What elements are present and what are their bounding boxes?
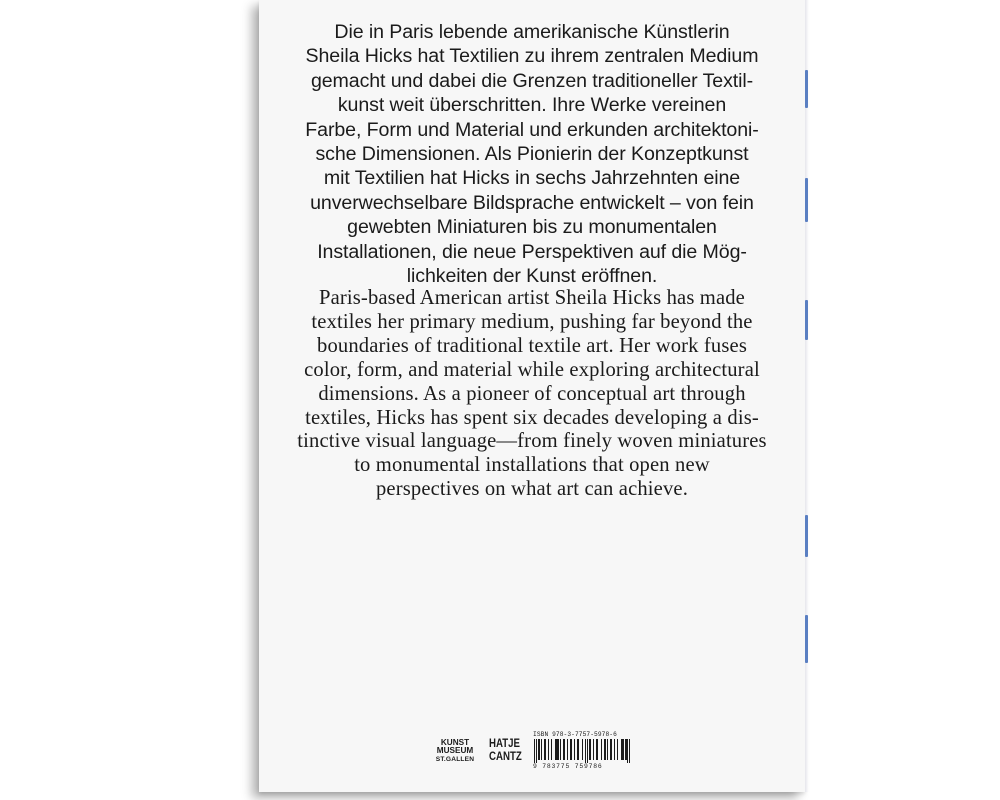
logo-text: CANTZ (489, 749, 522, 763)
blurb-line: mit Textilien hat Hicks in sechs Jahrzehnten eine (323, 167, 741, 190)
barcode-bar (574, 739, 575, 760)
barcode-bar (555, 739, 557, 760)
edge-color-mark (805, 300, 808, 340)
logo-text: KUNST (440, 738, 470, 747)
barcode-bar (617, 739, 618, 760)
blurb-line: dimensions. As a pioneer of conceptual art through (318, 382, 746, 405)
barcode-bar (623, 739, 624, 760)
barcode-bar (593, 739, 594, 760)
blurb-line: color, form, and material while exploring architectural (304, 358, 760, 381)
logo-text: MUSEUM (436, 746, 474, 756)
blurb-line: boundaries of traditional textile art. Her work fuses (317, 334, 747, 357)
blurb-english (259, 287, 805, 502)
hatje-cantz-logo (489, 737, 525, 763)
blurb-line: Die in Paris lebende amerikanische Künstlerin (334, 21, 730, 43)
blurb-line: gewebten Miniaturen bis zu monumentalen (347, 216, 717, 239)
blurb-german (259, 20, 805, 288)
barcode-digits: 9 783775 759786 (533, 763, 603, 770)
blurb-line: gemacht und dabei die Grenzen traditioneller Textil- (310, 69, 754, 92)
kunstmuseum-logo (431, 739, 479, 764)
logo-text: ST.GALLEN (435, 755, 475, 763)
barcode-bar (570, 739, 572, 760)
edge-color-mark (805, 178, 808, 222)
blurb-line: textiles her primary medium, pushing far beyond the (311, 310, 753, 333)
isbn-barcode (533, 731, 641, 770)
barcode-bar (610, 739, 612, 760)
publisher-logos (431, 731, 641, 771)
barcode-bar (538, 739, 540, 760)
blurb-line: unverwechselbare Bildsprache entwickelt – von fein (310, 191, 754, 214)
edge-color-mark (805, 515, 808, 557)
barcode-bar (541, 739, 542, 760)
barcode-bar (551, 739, 552, 760)
isbn-label: ISBN 978-3-7757-5978-6 (533, 731, 617, 738)
barcode-bar (585, 739, 586, 763)
barcode-bar (614, 739, 615, 760)
page-edge (805, 0, 809, 792)
barcode-bar (629, 739, 630, 763)
barcode-bar (577, 739, 579, 760)
logo-text: HATJE (489, 736, 521, 750)
barcode-bar (557, 739, 559, 760)
blurb-line: kunst weit überschritten. Ihre Werke vereinen (337, 94, 727, 117)
book-back-cover (259, 0, 805, 792)
barcode-bars (533, 739, 637, 763)
blurb-line: to monumental installations that open new (354, 454, 710, 477)
barcode-bar (582, 739, 583, 760)
barcode-bar (548, 739, 549, 760)
barcode-bar (607, 739, 608, 760)
blurb-line: tinctive visual language—from finely woven miniatures (297, 430, 767, 453)
barcode-bar (587, 739, 588, 763)
blurb-line: Installationen, die neue Perspektiven auf die Mög- (317, 240, 747, 263)
blurb-line: sche Dimensionen. Als Pionierin der Konzeptkunst (315, 143, 749, 166)
blurb-line: Sheila Hicks hat Textilien zu ihrem zentralen Medium (305, 45, 759, 68)
blurb-line: perspectives on what art can achieve. (375, 478, 689, 501)
barcode-bar (627, 739, 628, 763)
barcode-bar (625, 739, 627, 760)
edge-color-mark (805, 615, 808, 663)
barcode-bar (536, 739, 537, 763)
edge-color-mark (805, 70, 808, 108)
barcode-bar (621, 739, 623, 760)
barcode-bar (589, 739, 591, 760)
barcode-bar (604, 739, 606, 760)
blurb-line: Paris-based American artist Sheila Hicks has made (319, 287, 745, 309)
barcode-bar (534, 739, 535, 763)
barcode-bar (596, 739, 598, 760)
barcode-bar (563, 739, 565, 760)
blurb-line: textiles, Hicks has spent six decades developing a dis- (305, 406, 759, 429)
blurb-line: Farbe, Form und Material und erkunden architektoni- (305, 118, 759, 141)
barcode-bar (544, 739, 546, 760)
barcode-bar (567, 739, 568, 760)
blurb-line: lichkeiten der Kunst eröffnen. (406, 265, 658, 288)
barcode-bar (560, 739, 561, 760)
barcode-bar (601, 739, 602, 760)
